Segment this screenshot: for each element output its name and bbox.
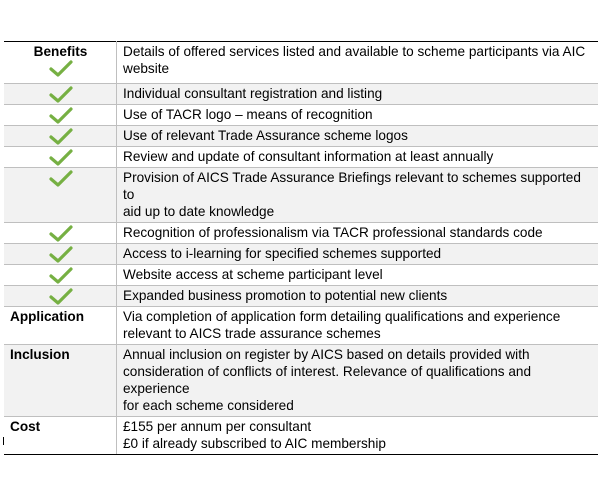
check-icon bbox=[49, 107, 73, 124]
check-icon bbox=[49, 267, 73, 284]
check-cell bbox=[4, 126, 117, 147]
description-line: website bbox=[123, 61, 170, 76]
check-cell bbox=[4, 84, 117, 105]
row-label-cell bbox=[4, 42, 117, 84]
check-icon bbox=[49, 288, 73, 305]
row-label: Application bbox=[10, 309, 85, 324]
check-icon bbox=[49, 149, 73, 166]
description-line: relevant to AICS trade assurance schemes bbox=[123, 326, 381, 341]
description-cell bbox=[117, 244, 599, 265]
check-cell bbox=[4, 265, 117, 286]
benefits-table bbox=[4, 41, 598, 455]
row-label: Inclusion bbox=[10, 347, 70, 362]
row-label-cell bbox=[4, 345, 117, 417]
table-row bbox=[4, 147, 598, 168]
description-line: Review and update of consultant information at least annually bbox=[123, 149, 494, 164]
description-cell bbox=[117, 126, 599, 147]
table-row bbox=[4, 307, 598, 345]
table-row bbox=[4, 126, 598, 147]
page-edge-mark bbox=[3, 437, 4, 445]
check-icon bbox=[49, 60, 73, 77]
description-line: Annual inclusion on register by AICS based on details provided with bbox=[123, 347, 530, 362]
table-row bbox=[4, 265, 598, 286]
description-cell bbox=[117, 105, 599, 126]
table-row bbox=[4, 223, 598, 244]
check-icon bbox=[49, 128, 73, 145]
description-line: Website access at scheme participant level bbox=[123, 267, 383, 282]
description-cell bbox=[117, 84, 599, 105]
description-line: £0 if already subscribed to AIC membership bbox=[123, 436, 386, 451]
table-row bbox=[4, 417, 598, 455]
row-label-cell bbox=[4, 417, 117, 455]
description-line: consideration of conflicts of interest. Relevance of qualifications and experience bbox=[123, 364, 532, 396]
row-label: Cost bbox=[10, 419, 41, 434]
description-cell bbox=[117, 147, 599, 168]
description-line: Use of TACR logo – means of recognition bbox=[123, 107, 373, 122]
description-line: for each scheme considered bbox=[123, 398, 294, 413]
description-cell bbox=[117, 286, 599, 307]
description-cell bbox=[117, 417, 599, 455]
table-row bbox=[4, 84, 598, 105]
check-icon bbox=[49, 225, 73, 242]
description-cell bbox=[117, 223, 599, 244]
check-icon bbox=[49, 170, 73, 187]
check-cell bbox=[4, 105, 117, 126]
row-label: Benefits bbox=[33, 44, 88, 59]
description-line: Expanded business promotion to potential new clients bbox=[123, 288, 448, 303]
description-line: Recognition of professionalism via TACR professional standards code bbox=[123, 225, 543, 240]
check-icon bbox=[49, 86, 73, 103]
description-line: Details of offered services listed and available to scheme participants via AIC bbox=[123, 44, 586, 59]
check-cell bbox=[4, 168, 117, 223]
check-cell bbox=[4, 244, 117, 265]
check-icon bbox=[49, 246, 73, 263]
description-line: Use of relevant Trade Assurance scheme logos bbox=[123, 128, 408, 143]
description-cell bbox=[117, 265, 599, 286]
table-row bbox=[4, 244, 598, 265]
description-line: Individual consultant registration and listing bbox=[123, 86, 383, 101]
table-row bbox=[4, 345, 598, 417]
description-line: £155 per annum per consultant bbox=[123, 419, 312, 434]
description-cell bbox=[117, 42, 599, 84]
table-row bbox=[4, 168, 598, 223]
row-label-cell bbox=[4, 307, 117, 345]
description-line: Provision of AICS Trade Assurance Briefings relevant to schemes supported to bbox=[123, 170, 581, 202]
check-cell bbox=[4, 147, 117, 168]
description-cell bbox=[117, 168, 599, 223]
table-row bbox=[4, 42, 598, 84]
check-cell bbox=[4, 286, 117, 307]
description-line: Access to i-learning for specified schemes supported bbox=[123, 246, 442, 261]
description-line: Via completion of application form detailing qualifications and experience bbox=[123, 309, 561, 324]
description-line: aid up to date knowledge bbox=[123, 204, 275, 219]
table-row bbox=[4, 286, 598, 307]
description-cell bbox=[117, 307, 599, 345]
description-cell bbox=[117, 345, 599, 417]
check-cell bbox=[4, 223, 117, 244]
table-row bbox=[4, 105, 598, 126]
